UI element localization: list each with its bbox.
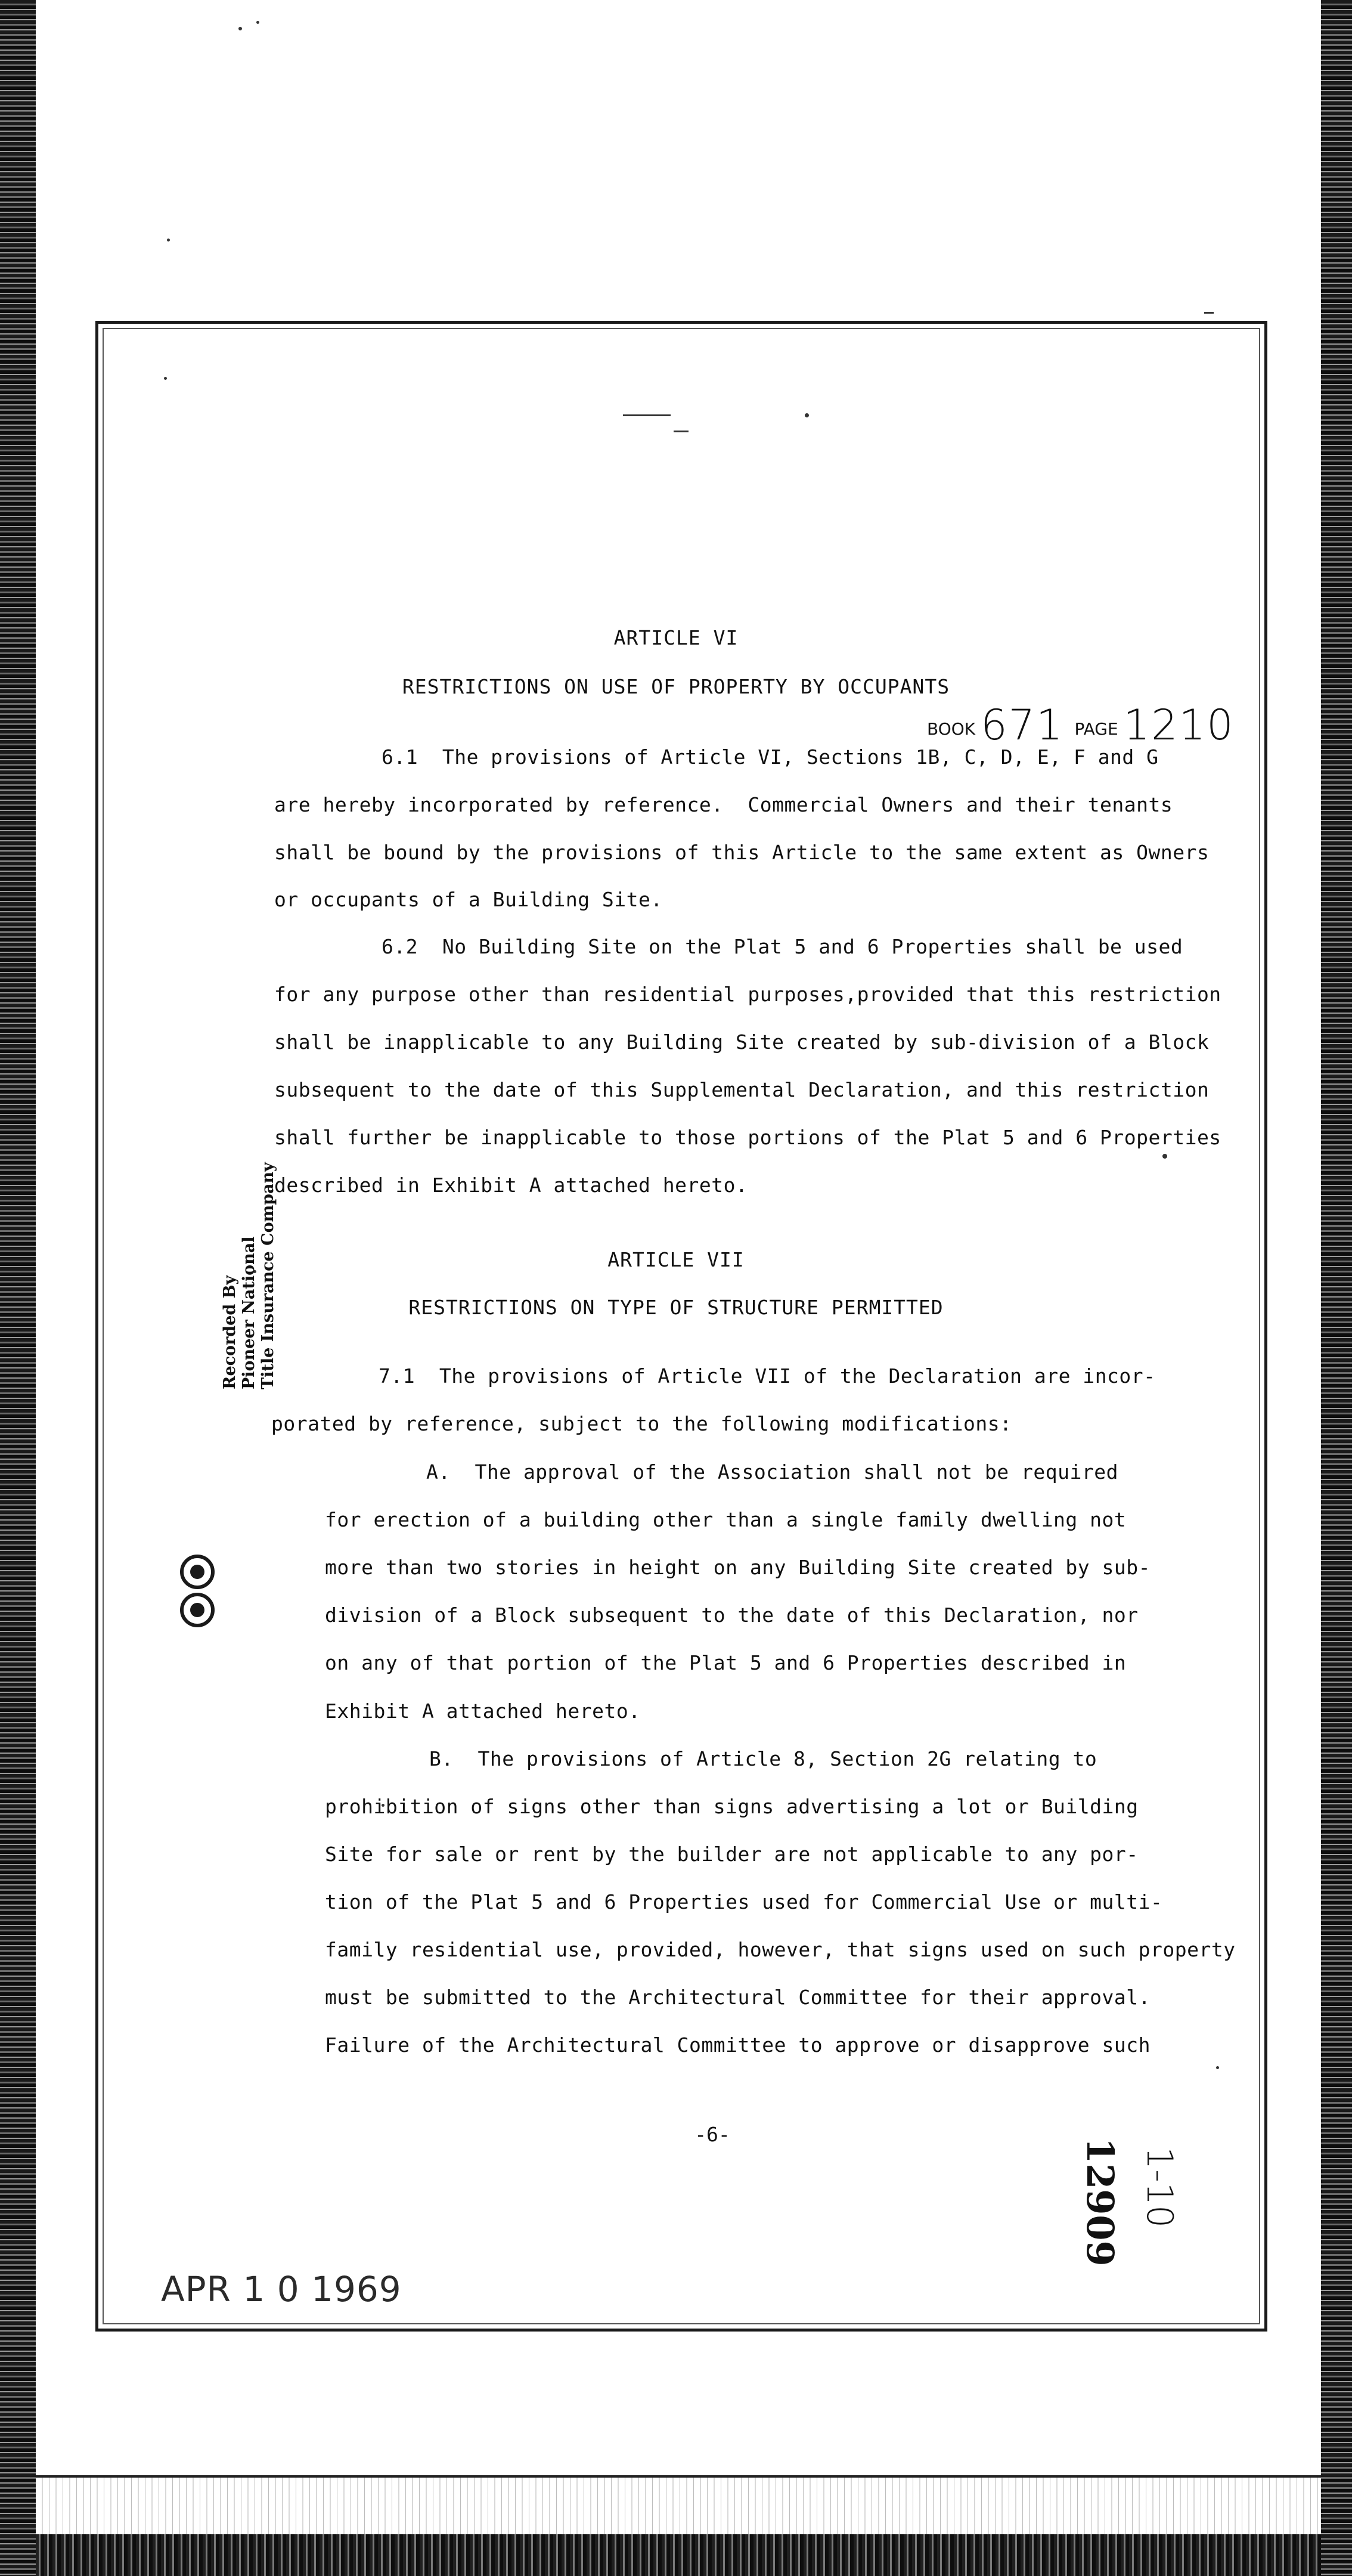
date-stamp: APR 1 0 1969	[161, 2269, 402, 2309]
body-line: or occupants of a Building Site.	[274, 888, 663, 911]
body-line: Site for sale or rent by the builder are not applicable to any por-	[325, 1843, 1139, 1866]
body-line: on any of that portion of the Plat 5 and 6 Properties described in	[325, 1651, 1127, 1674]
frame-tick-mark	[1204, 312, 1214, 314]
book-page-reference	[927, 701, 1235, 750]
recording-stamp-line: Title Insurance Company	[259, 1162, 277, 1389]
body-line: shall be inapplicable to any Building Site created by sub-division of a Block	[274, 1030, 1210, 1054]
book-label: BOOK	[927, 719, 976, 739]
title-company-seal	[179, 1550, 216, 1634]
scan-speck	[238, 27, 242, 30]
body-line: Exhibit A attached hereto.	[325, 1699, 641, 1723]
body-line: for erection of a building other than a single family dwelling not	[325, 1508, 1127, 1531]
scan-edge-right	[1321, 0, 1352, 2576]
body-line: for any purpose other than residential purposes,provided that this restriction	[274, 983, 1221, 1006]
scan-speck	[167, 239, 170, 242]
body-line: B. The provisions of Article 8, Section 2G relating to	[429, 1747, 1097, 1770]
body-line: Failure of the Architectural Committee to approve or disapprove such	[325, 2033, 1151, 2057]
body-line: 6.2 No Building Site on the Plat 5 and 6 Properties shall be used	[382, 935, 1183, 958]
top-dash-mark	[623, 414, 671, 416]
handwritten-note: 1-10	[1139, 2147, 1180, 2228]
body-line: must be submitted to the Architectural Committee for their approval.	[325, 1986, 1151, 2009]
scan-speck	[1216, 2066, 1219, 2069]
body-line: are hereby incorporated by reference. Commercial Owners and their tenants	[274, 793, 1173, 816]
body-line: tion of the Plat 5 and 6 Properties used for Commercial Use or multi-	[325, 1890, 1163, 1914]
page-number: -6-	[694, 2123, 730, 2146]
recording-stamp-line: Pioneer National	[240, 1236, 258, 1389]
article-vi-subheading: RESTRICTIONS ON USE OF PROPERTY BY OCCUPANTS	[402, 675, 950, 698]
page-label: PAGE	[1074, 719, 1118, 739]
recording-stamp-line: Recorded By	[221, 1275, 239, 1389]
document-number: 12909	[1078, 2138, 1122, 2267]
body-line: described in Exhibit A attached hereto.	[274, 1174, 748, 1197]
page-reference-number: 1210	[1123, 701, 1235, 750]
body-line: 6.1 The provisions of Article VI, Sections 1B, C, D, E, F and G	[382, 745, 1159, 769]
body-line: more than two stories in height on any Building Site created by sub-	[325, 1556, 1151, 1579]
scan-speck	[1162, 1154, 1167, 1159]
recording-stamp	[221, 1127, 278, 1389]
body-line: shall further be inapplicable to those portions of the Plat 5 and 6 Properties	[274, 1126, 1221, 1149]
scan-speck	[164, 377, 167, 380]
scan-speck	[805, 413, 809, 417]
book-number: 671	[981, 701, 1064, 750]
body-line: A. The approval of the Association shall not be required	[426, 1460, 1118, 1484]
body-line: shall be bound by the provisions of this Article to the same extent as Owners	[274, 841, 1210, 864]
scan-edge-bottom	[36, 2475, 1321, 2576]
body-line: prohibition of signs other than signs advertising a lot or Building	[325, 1795, 1139, 1818]
article-vii-subheading: RESTRICTIONS ON TYPE OF STRUCTURE PERMITTED	[408, 1296, 944, 1319]
body-line: family residential use, provided, however, that signs used on such property	[325, 1938, 1236, 1961]
article-vii-heading: ARTICLE VII	[607, 1248, 745, 1271]
scan-edge-left	[0, 0, 36, 2576]
top-dash-mark	[674, 431, 689, 432]
body-line: subsequent to the date of this Supplemental Declaration, and this restriction	[274, 1078, 1210, 1101]
body-line: division of a Block subsequent to the date of this Declaration, nor	[325, 1603, 1139, 1627]
article-vi-heading: ARTICLE VI	[613, 626, 739, 649]
scan-speck	[256, 21, 259, 24]
body-line: 7.1 The provisions of Article VII of the Declaration are incor-	[379, 1364, 1156, 1388]
body-line: porated by reference, subject to the following modifications:	[271, 1412, 1012, 1435]
